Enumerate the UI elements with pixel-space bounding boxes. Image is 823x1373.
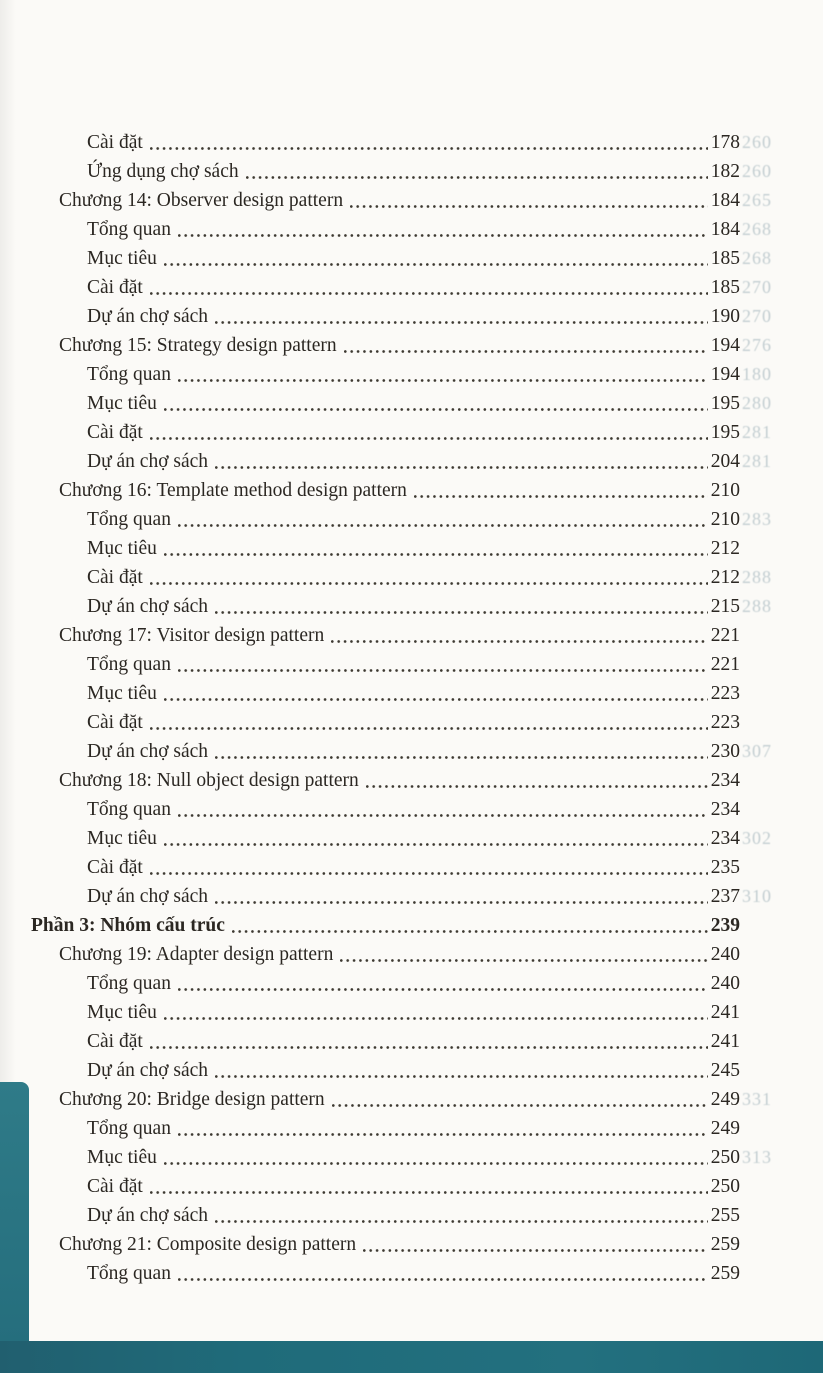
toc-entry-title: Mục tiêu xyxy=(87,683,157,704)
toc-entry-page: 204 xyxy=(710,451,740,472)
toc-entry xyxy=(0,505,823,534)
dot-leader xyxy=(150,853,708,882)
toc-entry xyxy=(0,1085,823,1114)
toc-entry-page: 194 xyxy=(710,364,740,385)
ghost-number: 260 xyxy=(742,132,772,152)
toc-entry-title: Phần 3: Nhóm cấu trúc xyxy=(31,915,225,936)
toc-entry-title: Cài đặt xyxy=(87,422,143,443)
dot-leader xyxy=(164,1143,708,1172)
toc-entry xyxy=(0,563,823,592)
toc-entry-title: Mục tiêu xyxy=(87,248,157,269)
toc-entry-page: 241 xyxy=(710,1002,740,1023)
toc-entry-page: 210 xyxy=(710,509,740,530)
dot-leader xyxy=(363,1230,708,1259)
ghost-number: 265 xyxy=(742,190,772,210)
ghost-number: 310 xyxy=(742,886,772,906)
toc-entry xyxy=(0,766,823,795)
toc-entry-title: Chương 21: Composite design pattern xyxy=(59,1234,357,1255)
toc-entry-page: 249 xyxy=(710,1118,740,1139)
ghost-number: 281 xyxy=(742,451,772,471)
toc-entry-title: Mục tiêu xyxy=(87,393,157,414)
toc-entry-title: Cài đặt xyxy=(87,567,143,588)
toc-entry xyxy=(0,882,823,911)
toc-entry-page: 178 xyxy=(710,132,740,153)
toc-entry-page: 230 xyxy=(710,741,740,762)
toc-entry-page: 194 xyxy=(710,335,740,356)
toc-entry xyxy=(0,650,823,679)
dot-leader xyxy=(164,679,708,708)
dot-leader xyxy=(215,882,708,911)
toc-entry-page: 237 xyxy=(710,886,740,907)
ghost-number: 313 xyxy=(742,1147,772,1167)
toc-entry-page: 184 xyxy=(710,190,740,211)
ghost-number: 288 xyxy=(742,567,772,587)
toc-entry-title: Mục tiêu xyxy=(87,538,157,559)
toc-entry xyxy=(0,128,823,157)
dot-leader xyxy=(150,1172,708,1201)
ghost-number: 281 xyxy=(742,422,772,442)
toc-entry xyxy=(0,737,823,766)
toc-entry-title: Mục tiêu xyxy=(87,1002,157,1023)
toc-entry-page: 239 xyxy=(710,915,740,936)
toc-entry xyxy=(0,824,823,853)
toc-entry xyxy=(0,592,823,621)
ghost-number: 302 xyxy=(742,828,772,848)
toc-entry-page: 212 xyxy=(710,567,740,588)
dot-leader xyxy=(178,360,708,389)
toc-entry-title: Dự án chợ sách xyxy=(87,451,209,472)
toc-entry-title: Dự án chợ sách xyxy=(87,306,209,327)
toc-entry xyxy=(0,795,823,824)
toc-entry xyxy=(0,331,823,360)
ghost-number: 270 xyxy=(742,277,772,297)
toc-entry-page: 221 xyxy=(710,625,740,646)
toc-entry xyxy=(0,679,823,708)
toc-entry-title: Mục tiêu xyxy=(87,1147,157,1168)
dot-leader xyxy=(215,1056,708,1085)
toc-entry-page: 235 xyxy=(710,857,740,878)
dot-leader xyxy=(366,766,708,795)
toc-entry xyxy=(0,708,823,737)
dot-leader xyxy=(246,157,708,186)
ghost-number: 180 xyxy=(742,364,772,384)
dot-leader xyxy=(178,1259,708,1288)
toc-entry-page: 185 xyxy=(710,248,740,269)
toc-entry xyxy=(0,621,823,650)
dot-leader xyxy=(178,215,708,244)
ghost-number: 283 xyxy=(742,509,772,529)
toc-entry-page: 234 xyxy=(710,828,740,849)
dot-leader xyxy=(332,1085,708,1114)
toc-entry-title: Tổng quan xyxy=(87,219,171,240)
toc-entry xyxy=(0,1172,823,1201)
dot-leader xyxy=(150,273,708,302)
toc-entry-page: 223 xyxy=(710,683,740,704)
ghost-number: 260 xyxy=(742,161,772,181)
toc-entry-page: 259 xyxy=(710,1234,740,1255)
ghost-number: 268 xyxy=(742,219,772,239)
ghost-number: 268 xyxy=(742,248,772,268)
dot-leader xyxy=(164,389,708,418)
toc-entry-title: Chương 15: Strategy design pattern xyxy=(59,335,337,356)
toc-entry xyxy=(0,1027,823,1056)
toc-entry-title: Chương 16: Template method design pattern xyxy=(59,480,407,501)
dot-leader xyxy=(150,128,708,157)
toc-entry-title: Dự án chợ sách xyxy=(87,1060,209,1081)
toc-entry xyxy=(0,940,823,969)
dot-leader xyxy=(150,1027,708,1056)
toc-entry-title: Cài đặt xyxy=(87,132,143,153)
toc-entry-title: Dự án chợ sách xyxy=(87,741,209,762)
toc-entry-title: Chương 14: Observer design pattern xyxy=(59,190,344,211)
toc-entry xyxy=(0,969,823,998)
toc-entry-title: Cài đặt xyxy=(87,1031,143,1052)
ghost-number: 270 xyxy=(742,306,772,326)
toc-entry-title: Tổng quan xyxy=(87,364,171,385)
toc-entry xyxy=(0,1201,823,1230)
toc-entry-title: Dự án chợ sách xyxy=(87,886,209,907)
dot-leader xyxy=(178,1114,708,1143)
dot-leader xyxy=(178,650,708,679)
toc-entry-page: 185 xyxy=(710,277,740,298)
dot-leader xyxy=(178,969,708,998)
toc-entry xyxy=(0,157,823,186)
toc-entry xyxy=(0,273,823,302)
toc-entry-title: Cài đặt xyxy=(87,277,143,298)
toc-entry-page: 221 xyxy=(710,654,740,675)
dot-leader xyxy=(178,795,708,824)
toc-entry-title: Tổng quan xyxy=(87,1263,171,1284)
toc-entry-title: Ứng dụng chợ sách xyxy=(87,161,239,182)
toc-entry-title: Cài đặt xyxy=(87,857,143,878)
toc-entry-title: Tổng quan xyxy=(87,1118,171,1139)
dot-leader xyxy=(164,998,708,1027)
dot-leader xyxy=(150,563,708,592)
toc-entry-title: Dự án chợ sách xyxy=(87,596,209,617)
dot-leader xyxy=(150,418,708,447)
toc-entry-page: 240 xyxy=(710,973,740,994)
toc-entry-title: Chương 20: Bridge design pattern xyxy=(59,1089,325,1110)
toc-entry-title: Cài đặt xyxy=(87,1176,143,1197)
dot-leader xyxy=(215,737,708,766)
ghost-number: 307 xyxy=(742,741,772,761)
toc-entry xyxy=(0,447,823,476)
toc-entry-title: Tổng quan xyxy=(87,654,171,675)
toc-entry-page: 234 xyxy=(710,770,740,791)
toc-entry-page: 250 xyxy=(710,1147,740,1168)
toc-entry xyxy=(0,360,823,389)
toc-entry-page: 212 xyxy=(710,538,740,559)
toc-entry-page: 234 xyxy=(710,799,740,820)
toc-entry-page: 195 xyxy=(710,422,740,443)
toc-entry xyxy=(0,418,823,447)
toc-entry-page: 245 xyxy=(710,1060,740,1081)
toc-entry xyxy=(0,1259,823,1288)
dot-leader xyxy=(331,621,708,650)
toc-entry-page: 182 xyxy=(710,161,740,182)
toc-entry-title: Dự án chợ sách xyxy=(87,1205,209,1226)
toc-entry xyxy=(0,1143,823,1172)
dot-leader xyxy=(215,447,708,476)
ghost-number: 331 xyxy=(742,1089,772,1109)
dot-leader xyxy=(350,186,708,215)
dot-leader xyxy=(344,331,708,360)
toc-entry-page: 215 xyxy=(710,596,740,617)
toc-entry xyxy=(0,215,823,244)
toc-entry xyxy=(0,302,823,331)
toc-entry xyxy=(0,186,823,215)
dot-leader xyxy=(340,940,707,969)
dot-leader xyxy=(215,1201,708,1230)
toc-entry-title: Tổng quan xyxy=(87,799,171,820)
ghost-number: 288 xyxy=(742,596,772,616)
toc-entry-page: 240 xyxy=(710,944,740,965)
toc-entry xyxy=(0,1114,823,1143)
toc-entry-title: Tổng quan xyxy=(87,973,171,994)
toc-entry xyxy=(0,389,823,418)
toc-entry-page: 184 xyxy=(710,219,740,240)
toc-entry-title: Mục tiêu xyxy=(87,828,157,849)
dot-leader xyxy=(150,708,708,737)
toc-entry-page: 223 xyxy=(710,712,740,733)
toc-entry xyxy=(0,853,823,882)
ghost-number: 280 xyxy=(742,393,772,413)
ghost-number: 276 xyxy=(742,335,772,355)
toc-entry-title: Chương 18: Null object design pattern xyxy=(59,770,359,791)
toc-entry-page: 250 xyxy=(710,1176,740,1197)
toc-entry xyxy=(0,476,823,505)
book-cover-edge-bottom xyxy=(0,1341,823,1373)
toc-entry xyxy=(0,244,823,273)
dot-leader xyxy=(164,534,708,563)
dot-leader xyxy=(215,302,708,331)
toc-entry-title: Chương 17: Visitor design pattern xyxy=(59,625,325,646)
toc-entry-page: 210 xyxy=(710,480,740,501)
toc-entry xyxy=(0,911,823,940)
toc-entry xyxy=(0,1230,823,1259)
toc-entry-page: 259 xyxy=(710,1263,740,1284)
dot-leader xyxy=(164,824,708,853)
toc-entry-page: 195 xyxy=(710,393,740,414)
toc-entry-page: 241 xyxy=(710,1031,740,1052)
dot-leader xyxy=(215,592,708,621)
dot-leader xyxy=(232,911,708,940)
toc-entry-title: Chương 19: Adapter design pattern xyxy=(59,944,334,965)
toc-entry-page: 190 xyxy=(710,306,740,327)
dot-leader xyxy=(178,505,708,534)
dot-leader xyxy=(414,476,708,505)
toc-entry-page: 255 xyxy=(710,1205,740,1226)
toc-list xyxy=(0,128,823,1288)
book-cover-edge-left xyxy=(0,1082,29,1343)
toc-entry xyxy=(0,534,823,563)
toc-entry xyxy=(0,998,823,1027)
dot-leader xyxy=(164,244,708,273)
toc-entry xyxy=(0,1056,823,1085)
toc-entry-page: 249 xyxy=(710,1089,740,1110)
toc-entry-title: Cài đặt xyxy=(87,712,143,733)
toc-entry-title: Tổng quan xyxy=(87,509,171,530)
